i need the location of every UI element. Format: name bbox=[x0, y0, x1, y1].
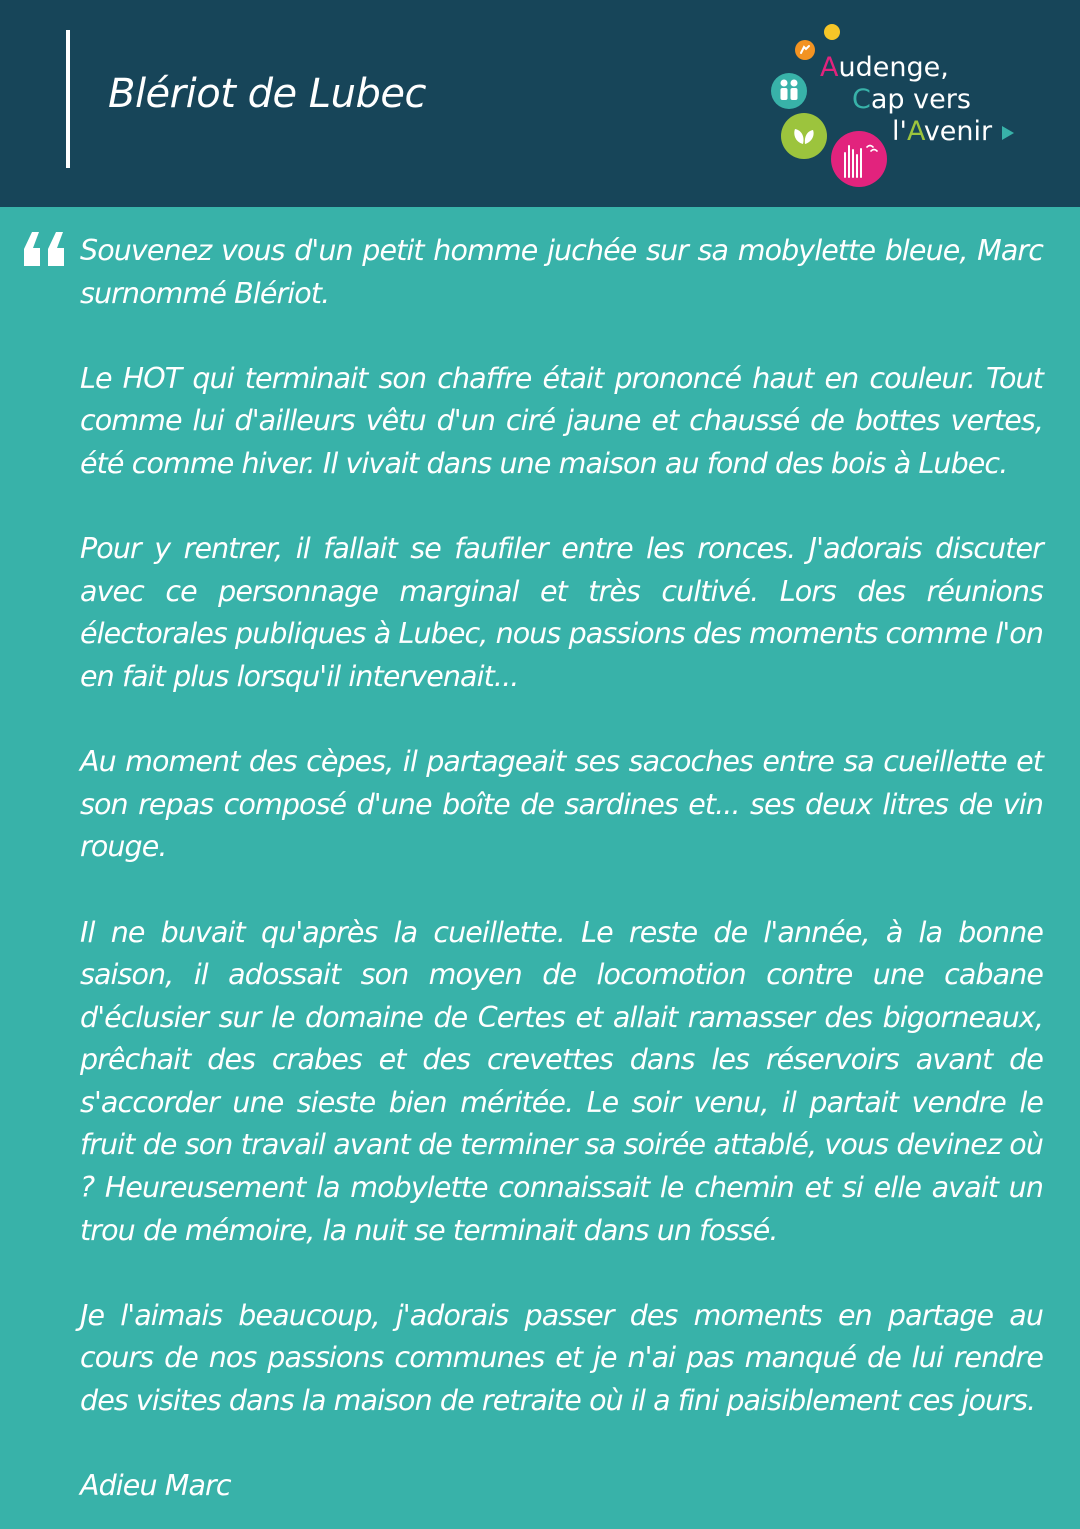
paragraph: Pour y rentrer, il fallait se faufiler entre les ronces. J'adorais discuter avec ce personnage marginal et très cultivé. Lors des réunions électorales publiques à Lubec, nous passions des moments comme l'on en fait plus lorsqu'il intervenait... bbox=[80, 532, 1043, 693]
quote-mark-icon bbox=[22, 228, 68, 270]
logo-line-1: Audenge, bbox=[820, 52, 949, 83]
signoff: Adieu Marc bbox=[80, 1469, 231, 1503]
paragraph: Le HOT qui terminait son chaffre était prononcé haut en couleur. Tout comme lui d'ailleurs vêtu d'un ciré jaune et chaussé de bottes vertes, été comme hiver. Il vivait dans une maison au fond des bois à Lubec. bbox=[80, 361, 1043, 480]
header-divider bbox=[66, 30, 70, 168]
leaf-icon bbox=[781, 113, 827, 159]
logo-line-2: Cap vers bbox=[852, 84, 971, 115]
paragraph: Souvenez vous d'un petit homme juchée sur sa mobylette bleue, Marc surnommé Blériot. bbox=[80, 234, 1043, 310]
hand-icon bbox=[795, 40, 815, 60]
page-title: Blériot de Lubec bbox=[108, 71, 426, 117]
paragraph: Je l'aimais beaucoup, j'adorais passer des moments en partage au cours de nos passions communes et je n'ai pas manqué de lui rendre des visites dans la maison de retraite où il a fini paisiblement ces jours. bbox=[80, 1298, 1043, 1418]
people-icon bbox=[771, 73, 807, 109]
logo-line-3: l'Avenir bbox=[892, 116, 993, 147]
article-body bbox=[80, 230, 1043, 1508]
reeds-icon bbox=[831, 131, 887, 187]
paragraph: Il ne buvait qu'après la cueillette. Le reste de l'année, à la bonne saison, il adossait son moyen de locomotion contre une cabane d'éclusier sur le domaine de Certes et allait ramasser des bigorneaux, prêchait des crabes et des crevettes dans les réservoirs avant de s'accorder une sieste bien méritée. Le soir venu, il partait vendre le fruit de son travail avant de terminer sa soirée attablé, vous devinez où ? Heureusement la mobylette connaissait le chemin et si elle avait un trou de mémoire, la nuit se terminait dans un fossé. bbox=[80, 915, 1043, 1247]
paragraph: Au moment des cèpes, il partageait ses sacoches entre sa cueillette et son repas composé d'une boîte de sardines et... ses deux litres de vin rouge. bbox=[80, 745, 1043, 864]
header-banner bbox=[0, 0, 1080, 207]
logo-yellow-dot bbox=[824, 24, 840, 40]
audenge-logo bbox=[764, 16, 1034, 192]
play-arrow-icon bbox=[1002, 126, 1014, 140]
